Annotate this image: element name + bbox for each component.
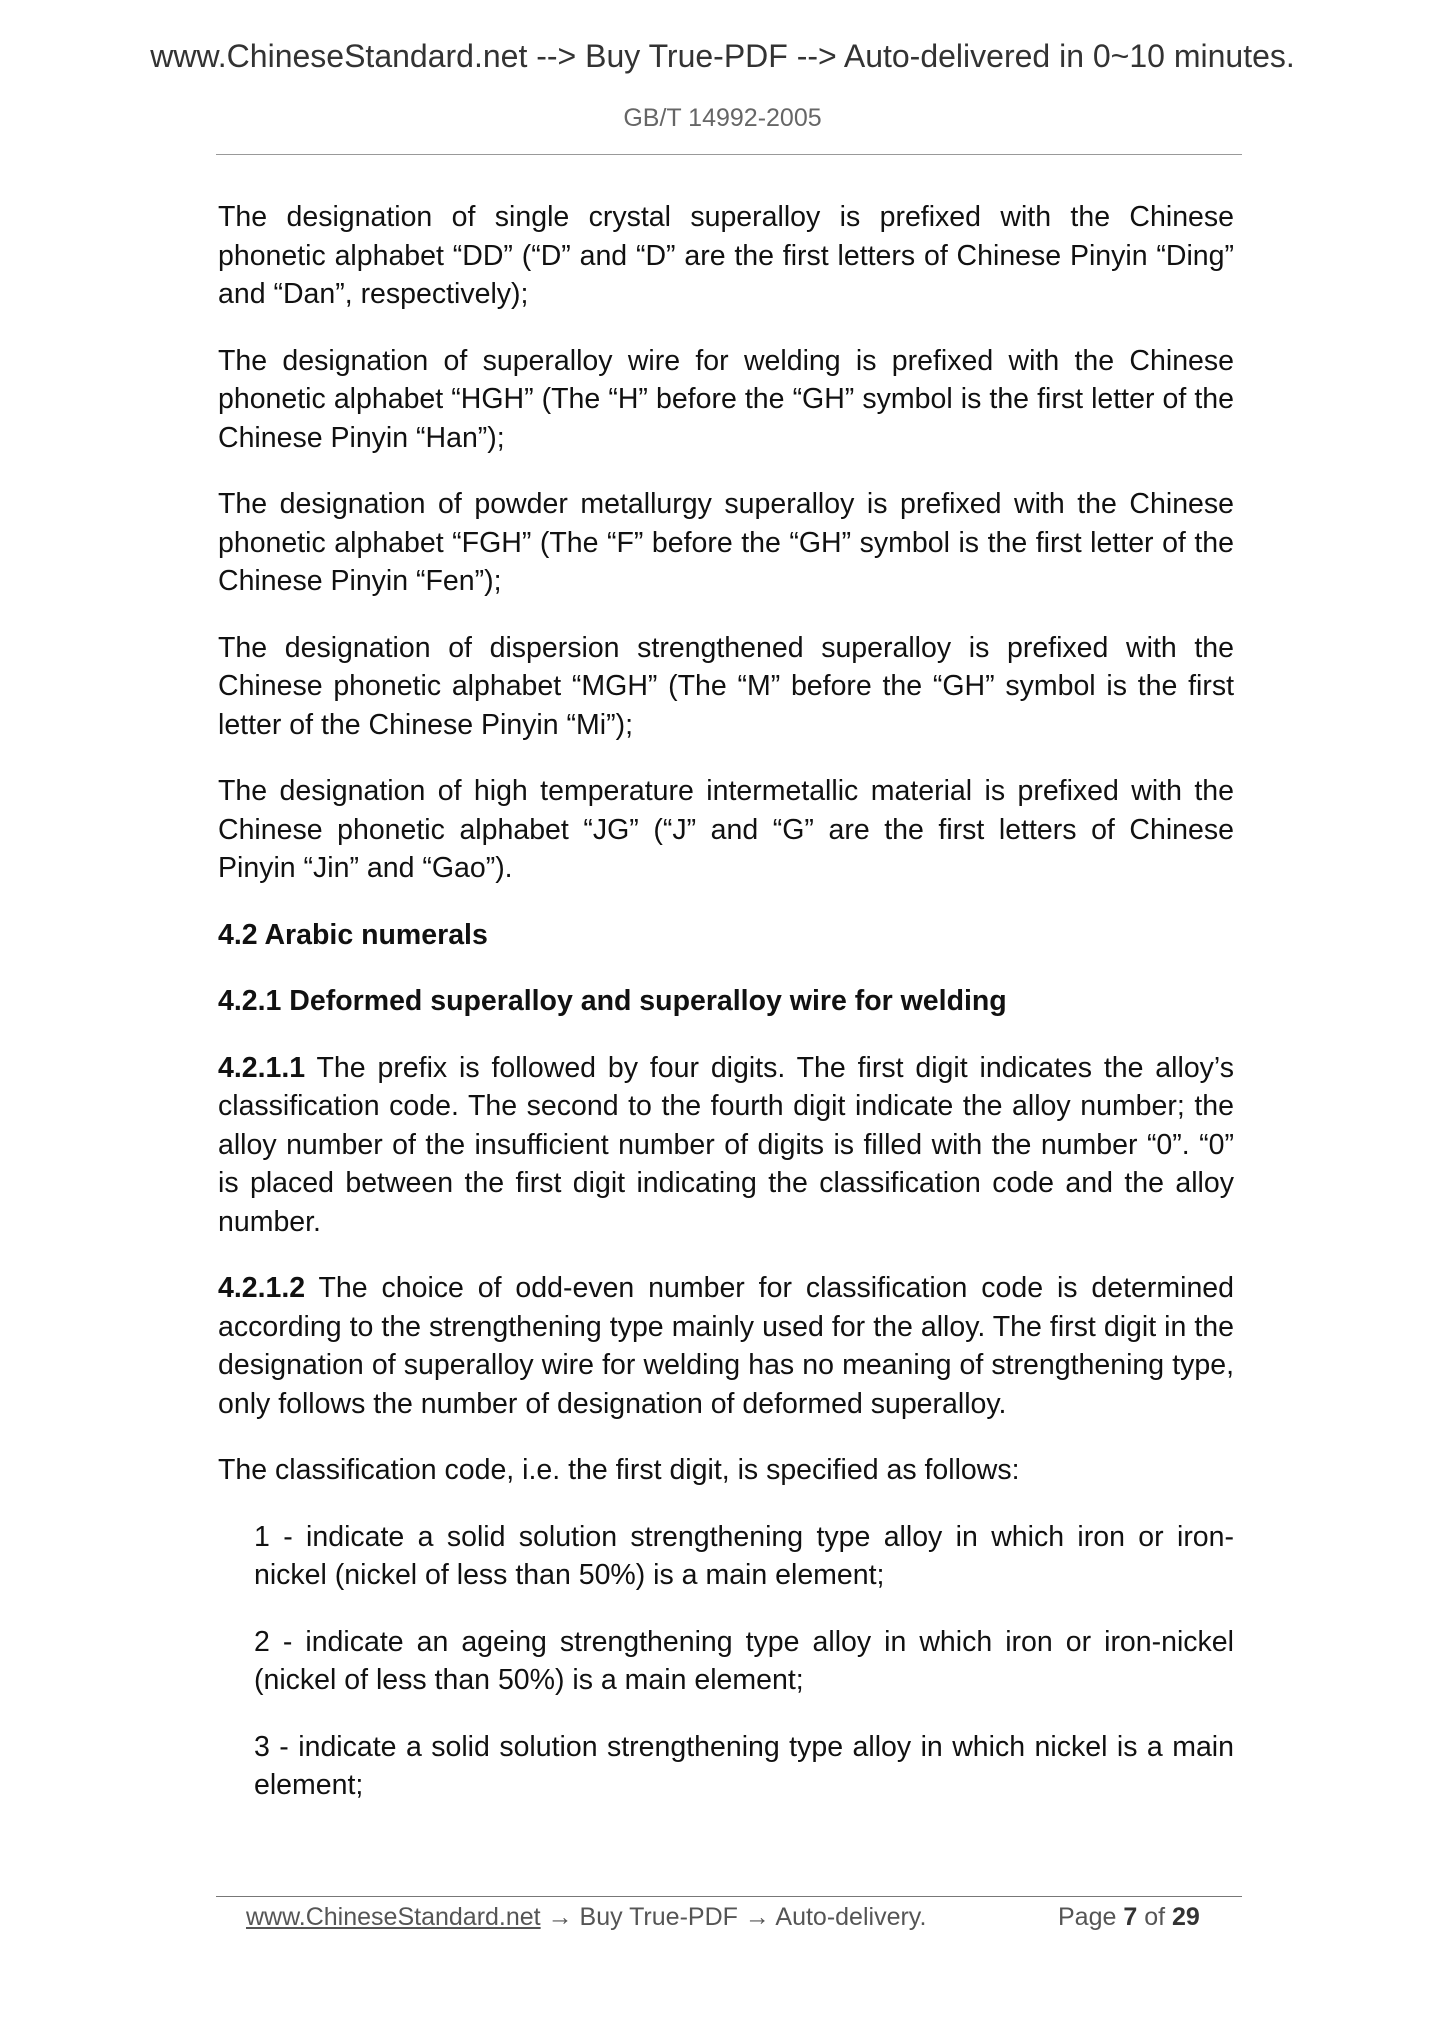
- page-content: [218, 198, 1234, 1833]
- clause-4-2-1-2: [218, 1269, 1234, 1423]
- of-label: of: [1144, 1903, 1166, 1931]
- clause-4-2-1-1: [218, 1049, 1234, 1242]
- footer-text: → Buy True-PDF → Auto-delivery.: [540, 1903, 927, 1931]
- clause-text: The prefix is followed by four digits. The first digit indicates the alloy’s classification code. The second to the fourth digit indicate the alloy number; the alloy number of the insufficient number of digits is filled with the number “0”. “0” is placed between the first digit indicating the classification code and the alloy number.: [218, 1051, 1234, 1238]
- section-heading-4-2: 4.2 Arabic numerals: [218, 918, 488, 951]
- page-total: 29: [1172, 1903, 1200, 1931]
- paragraph: The designation of superalloy wire for welding is prefixed with the Chinese phonetic alphabet “HGH” (The “H” before the “GH” symbol is the first letter of the Chinese Pinyin “Han”);: [218, 344, 1234, 454]
- page-label: Page: [1058, 1903, 1117, 1931]
- paragraph: The designation of high temperature intermetallic material is prefixed with the Chinese phonetic alphabet “JG” (“J” and “G” are the first letters of Chinese Pinyin “Jin” and “Gao”).: [218, 775, 1234, 884]
- section-heading-4-2-1: 4.2.1 Deformed superalloy and superalloy wire for welding: [218, 985, 1007, 1017]
- paragraph: The designation of single crystal superalloy is prefixed with the Chinese phonetic alphabet “DD” (“D” and “D” are the first letters of Chinese Pinyin “Ding” and “Dan”, respectively);: [218, 201, 1234, 310]
- page-footer: [0, 1903, 1445, 1943]
- list-item: 1 - indicate a solid solution strengthening type alloy in which iron or iron-nickel (nickel of less than 50%) is a main element;: [254, 1520, 1234, 1591]
- page-indicator: [1058, 1903, 1200, 1932]
- footer-left: [246, 1903, 926, 1932]
- header-divider: [216, 154, 1242, 155]
- list-item: 2 - indicate an ageing strengthening type alloy in which iron or iron-nickel (nickel of less than 50%) is a main element;: [254, 1625, 1234, 1696]
- clause-number: 4.2.1.1: [218, 1051, 306, 1084]
- page-number: 7: [1123, 1903, 1138, 1931]
- paragraph: The classification code, i.e. the first digit, is specified as follows:: [218, 1454, 1020, 1486]
- paragraph: The designation of powder metallurgy superalloy is prefixed with the Chinese phonetic alphabet “FGH” (The “F” before the “GH” symbol is the first letter of the Chinese Pinyin “Fen”);: [218, 488, 1234, 597]
- clause-number: 4.2.1.2: [218, 1272, 306, 1304]
- list-item: 3 - indicate a solid solution strengthening type alloy in which nickel is a main element;: [254, 1730, 1234, 1801]
- footer-divider: [216, 1896, 1242, 1897]
- clause-text: The choice of odd-even number for classification code is determined according to the strengthening type mainly used for the alloy. The first digit in the designation of superalloy wire for welding has no meaning of strengthening type, only follows the number of designation of deformed superalloy.: [218, 1272, 1234, 1420]
- footer-link[interactable]: www.ChineseStandard.net: [246, 1903, 541, 1931]
- top-banner: www.ChineseStandard.net --> Buy True-PDF --> Auto-delivered in 0~10 minutes.: [150, 38, 1295, 74]
- document-code: GB/T 14992-2005: [623, 104, 822, 132]
- paragraph: The designation of dispersion strengthened superalloy is prefixed with the Chinese phonetic alphabet “MGH” (The “M” before the “GH” symbol is the first letter of the Chinese Pinyin “Mi”);: [218, 631, 1234, 741]
